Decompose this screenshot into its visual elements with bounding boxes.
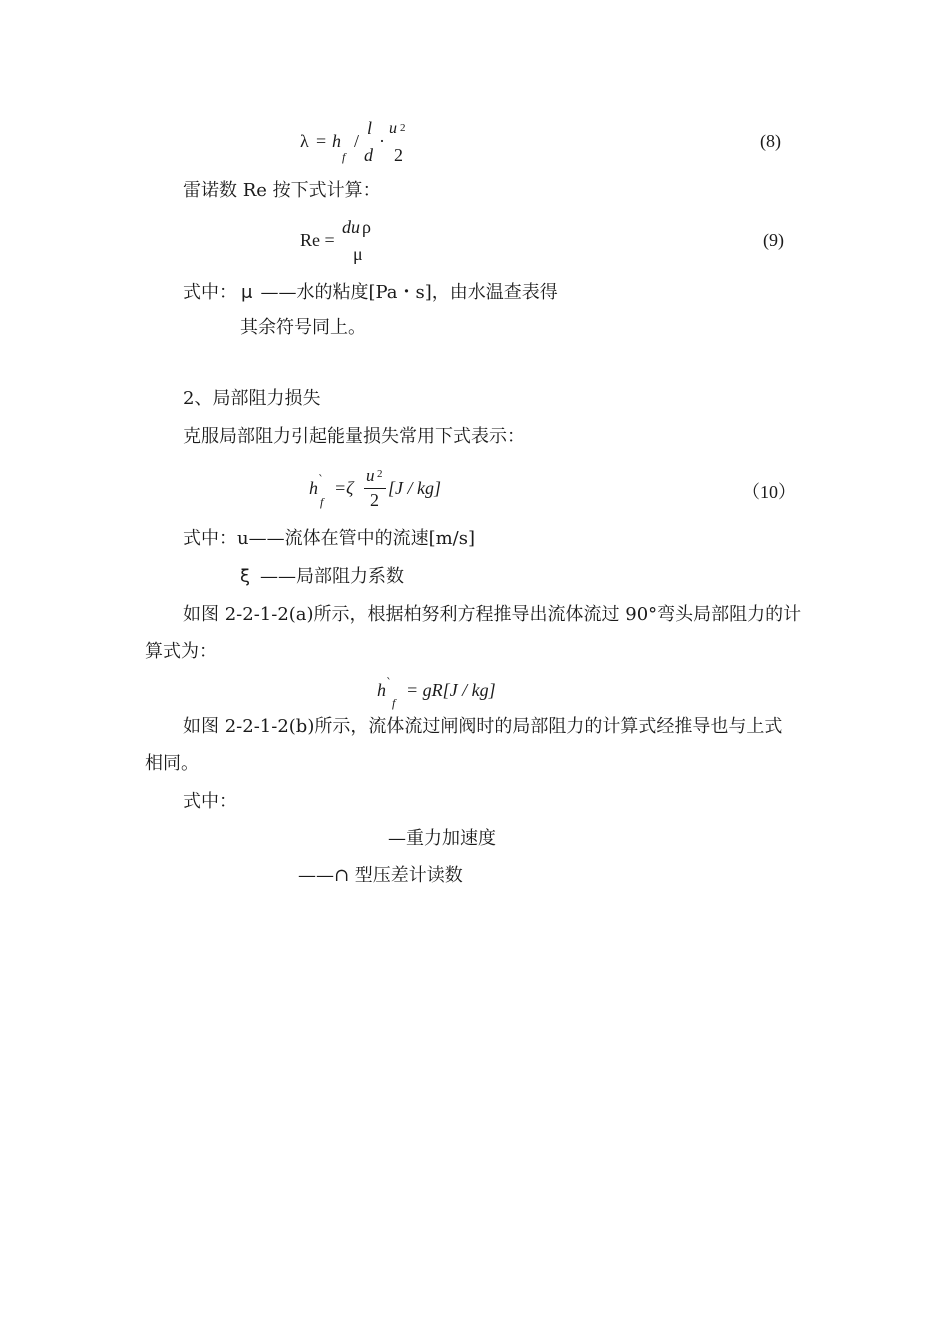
u-symbol: u <box>366 466 375 485</box>
equation-number-10: （10） <box>742 482 796 502</box>
u-exponent: 2 <box>377 468 383 480</box>
xi-description: ——局部阻力系数 <box>260 566 405 587</box>
l-symbol: l <box>367 118 373 138</box>
where-clause-mu <box>183 282 558 304</box>
section-title: 2、局部阻力损失 <box>183 388 321 409</box>
d-symbol: d <box>364 145 373 165</box>
valve-paragraph-line2: 相同。 <box>145 753 199 774</box>
u-symbol: u <box>389 120 397 137</box>
equals-sign: = <box>316 131 327 151</box>
dot-operator: · <box>379 131 385 151</box>
others-same-note: 其余符号同上。 <box>240 317 366 338</box>
gravity-description: —重力加速度 <box>388 828 496 849</box>
two-denominator: 2 <box>394 145 403 165</box>
du-numerator: du <box>342 217 360 237</box>
equals-zeta: =ζ <box>334 478 354 498</box>
h-symbol: h <box>377 680 386 700</box>
local-loss-intro: 克服局部阻力引起能量损失常用下式表示： <box>183 426 525 447</box>
h-symbol: h <box>332 131 341 151</box>
reynolds-intro: 雷诺数 Re 按下式计算： <box>183 180 381 201</box>
prime-mark: ` <box>386 676 392 690</box>
u-exponent: 2 <box>400 122 406 134</box>
f-subscript: f <box>320 495 324 509</box>
f-subscript: f <box>392 696 396 710</box>
mu-symbol: μ <box>241 282 253 303</box>
valve-paragraph-line1: 如图 2-2-1-2(b)所示，流体流过闸阀时的局部阻力的计算式经推导也与上式 <box>183 716 783 737</box>
elbow-paragraph-line2: 算式为： <box>145 641 217 662</box>
where-clause-xi <box>240 566 404 588</box>
lambda-symbol: λ <box>300 131 309 151</box>
fraction-bar <box>364 488 386 489</box>
equation-number-9: (9) <box>763 230 784 250</box>
where-prefix: 式中： <box>183 528 237 549</box>
manometer-description: ——∩ 型压差计读数 <box>298 865 463 886</box>
u-description: u——流体在管中的流速[m/s] <box>237 528 476 549</box>
mu-denominator: μ <box>353 244 363 264</box>
prime-mark: ` <box>318 473 324 487</box>
elbow-paragraph-line1: 如图 2-2-1-2(a)所示，根据柏努利方程推导出流体流过 90°弯头局部阻力的计 <box>183 604 802 625</box>
where-clause-3-prefix: 式中： <box>183 791 237 812</box>
f-subscript: f <box>342 150 346 164</box>
unit-j-kg: [J / kg] <box>388 478 441 498</box>
mu-description: ——水的粘度[Pa・s]，由水温查表得 <box>260 282 558 303</box>
slash: / <box>354 131 360 151</box>
h-symbol: h <box>309 478 318 498</box>
where-clause-u <box>183 528 475 550</box>
where-prefix: 式中： <box>183 282 237 303</box>
xi-symbol: ξ <box>240 566 251 587</box>
gr-rhs: = gR[J / kg] <box>406 680 496 700</box>
re-lhs: Re = <box>300 230 335 250</box>
rho-symbol: ρ <box>362 217 371 237</box>
equation-number-8: (8) <box>760 131 781 151</box>
two-denominator: 2 <box>370 490 379 510</box>
